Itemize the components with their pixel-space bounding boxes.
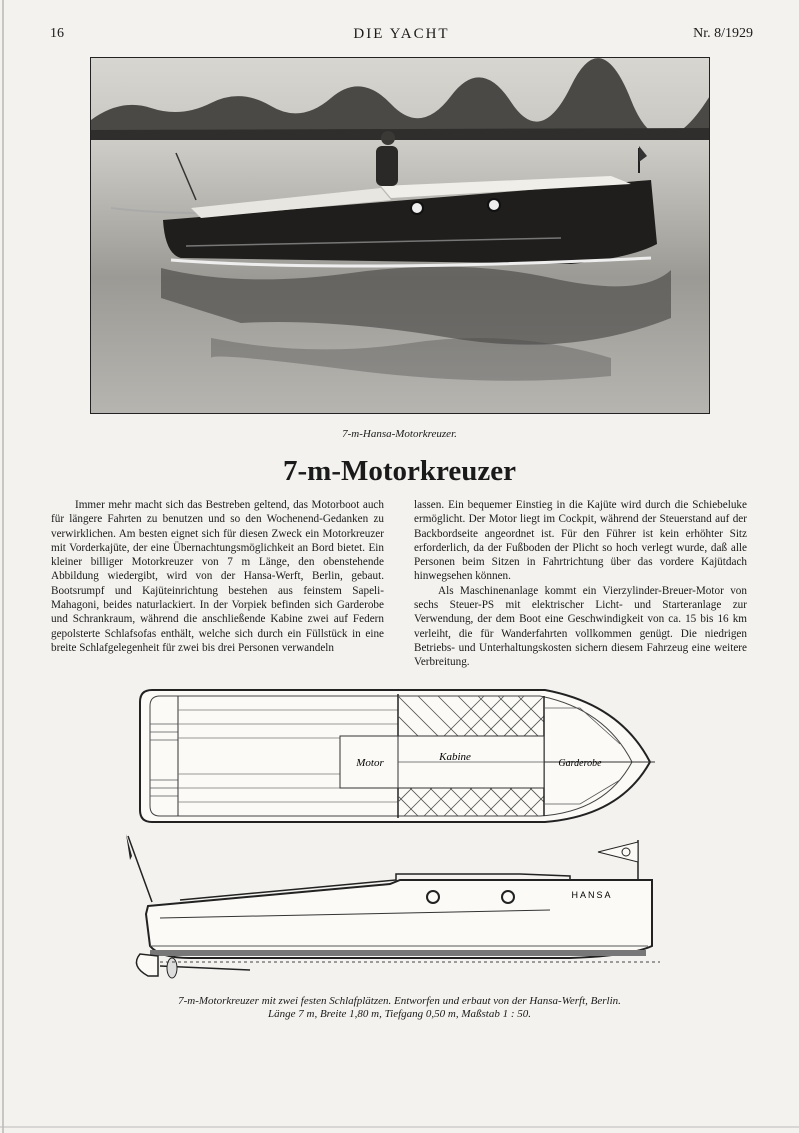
drawing-caption-line2: Länge 7 m, Breite 1,80 m, Tiefgang 0,50 m, Maßstab 1 : 50. xyxy=(268,1008,531,1020)
side-elevation xyxy=(126,834,660,978)
magazine-title: DIE YACHT xyxy=(353,26,450,42)
drawing-caption-line1: 7-m-Motorkreuzer mit zwei festen Schlafplätzen. Entworfen und erbaut von der Hansa-Werft, Berlin. xyxy=(178,995,621,1007)
boat-photo xyxy=(90,57,710,414)
paragraph: Als Maschinenanlage kommt ein Vierzylinder-Breuer-Motor von sechs Steuer-PS mit elektrischer Licht- und Starteranlage zur Verwendung, der dem Boot eine Geschwindigkeit von ca. 15 bis 16 km verleiht, die für Wanderfahrten vollkommen genügt. Die niedrigen Betriebs- und Unterhaltungskosten sichern diesem Fahrzeug eine weitere Verbreitung. xyxy=(414,584,747,669)
article-column-right xyxy=(414,498,747,670)
hull-name: HANSA xyxy=(571,890,613,900)
paragraph: Immer mehr macht sich das Bestreben geltend, das Motorboot auch für längere Fahrten zu benutzen und so den Wochenend-Gedanken zu verwirklichen. Am besten eignet sich für diesen Zweck ein Motorkreuzer mit Vorderkajüte, der eine Übernachtungsmöglichkeit an Bord bietet. Ein kleiner billiger Motorkreuzer von 7 m Länge, den obenstehende Abbildung wiedergibt, wird von der Hansa-Werft, Berlin, gebaut. Bootsrumpf und Kajüteinrichtung bestehen aus feinstem Sapeli-Mahagoni, beides naturlackiert. In der Vorpiek befinden sich Garderobe und Schrankraum, während die anschließende Kabine zwei auf Federn gepolsterte Schlafsofas enthält, welche sich durch ein Füllstück in eine breite Schlafgelegenheit für zwei bis drei Personen verwandeln xyxy=(51,499,384,654)
paragraph: lassen. Ein bequemer Einstieg in die Kajüte wird durch die Schiebeluke ermöglicht. Der Motor liegt im Cockpit, während der Steuerstand auf der Backbordseite angeordnet ist. Für den Führer ist kein erhöhter Sitz erforderlich, da der Fußboden der Plicht so hoch verlegt wurde, daß alle Personen beim Sitzen in Fahrtrichtung über das vordere Kajütdach hinwegsehen können. xyxy=(414,499,747,583)
article-column-left xyxy=(51,498,384,655)
plan-label-garderobe: Garderobe xyxy=(558,758,602,769)
plan-label-motor: Motor xyxy=(356,757,384,769)
plan-label-kabine: Kabine xyxy=(439,751,471,763)
plan-view xyxy=(140,690,664,822)
page-number: 16 xyxy=(50,26,64,41)
page-header xyxy=(50,26,753,46)
photo-caption: 7-m-Hansa-Motorkreuzer. xyxy=(342,428,457,440)
boat-technical-drawing xyxy=(100,684,700,984)
drawing-caption xyxy=(0,995,799,1021)
issue-number: Nr. 8/1929 xyxy=(693,26,753,41)
article-title: 7-m-Motorkreuzer xyxy=(283,455,516,487)
